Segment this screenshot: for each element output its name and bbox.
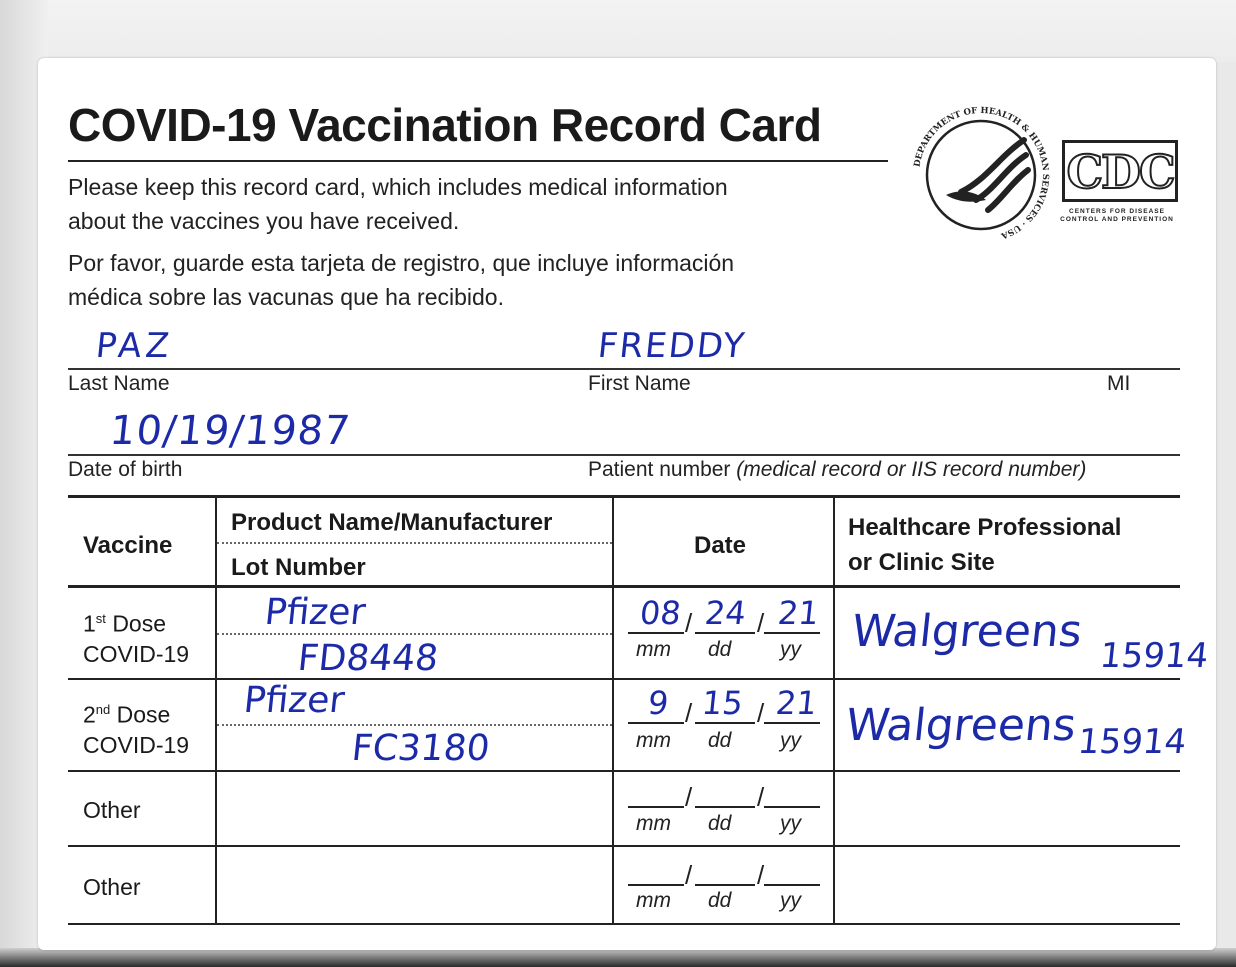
row1-date-yy: 21: [776, 594, 821, 632]
row1-dotted-line: [217, 633, 612, 635]
header-vaccine: Vaccine: [83, 532, 173, 559]
row3-mm-label: mm: [636, 812, 671, 835]
row2-date-yy: 21: [774, 684, 819, 722]
row2-dotted-line: [217, 724, 612, 726]
header-site-line-1: Healthcare Professional: [848, 514, 1122, 541]
cdc-subtitle-line-2: CONTROL AND PREVENTION: [1060, 216, 1174, 223]
header-product: Product Name/Manufacturer: [231, 509, 553, 536]
cdc-subtitle: [1054, 208, 1180, 224]
table-bottom-border: [68, 923, 1180, 925]
row1-site-number: 15914: [1097, 636, 1211, 676]
row-divider-3: [68, 845, 1180, 847]
patient-number-hint: (medical record or IIS record number): [736, 458, 1087, 481]
dob-line: [68, 454, 1180, 456]
header-lot: Lot Number: [231, 554, 366, 581]
row2-dose-label: 2nd Dose: [83, 701, 171, 728]
row4-dd-label: dd: [708, 889, 732, 912]
table-top-border: [68, 495, 1180, 498]
row1-vaccine-name: COVID-19: [83, 641, 190, 667]
intro-spanish-line-1: Por favor, guarde esta tarjeta de registro, que incluye información: [68, 250, 735, 276]
cdc-logo: [1062, 140, 1178, 202]
intro-english-line-1: Please keep this record card, which includes medical information: [68, 174, 728, 200]
row1-site: Walgreens: [849, 606, 1085, 657]
row2-slash-1: /: [685, 698, 693, 728]
column-divider-2: [612, 497, 614, 925]
row3-yy-label: yy: [780, 812, 801, 835]
intro-spanish-line-2: médica sobre las vacunas que ha recibido.: [68, 284, 504, 310]
row4-vaccine-name: Other: [83, 874, 141, 900]
row3-slash-2: /: [757, 782, 765, 812]
row1-mm-line: [628, 632, 684, 634]
row2-slash-2: /: [757, 698, 765, 728]
header-date: Date: [694, 532, 747, 559]
row2-mm-line: [628, 722, 684, 724]
row1-dose-label: 1st Dose: [83, 610, 167, 637]
row-divider-1: [68, 678, 1180, 680]
name-line: [68, 368, 1180, 370]
first-name-label: First Name: [588, 372, 691, 395]
row1-date-dd: 24: [703, 594, 748, 632]
row4-slash-2: /: [757, 860, 765, 890]
row2-date-mm: 9: [646, 684, 671, 722]
row1-date-mm: 08: [638, 594, 683, 632]
row4-yy-label: yy: [780, 889, 801, 912]
row1-yy-line: [764, 632, 820, 634]
first-name-value: FREDDY: [595, 326, 749, 366]
row3-vaccine-name: Other: [83, 797, 141, 823]
row2-dd-label: dd: [708, 729, 732, 752]
last-name-value: PAZ: [93, 326, 175, 366]
row4-mm-line: [628, 884, 684, 886]
row3-dd-label: dd: [708, 812, 732, 835]
row2-mm-label: mm: [636, 729, 671, 752]
row2-site-number: 15914: [1075, 722, 1189, 762]
row-divider-2: [68, 770, 1180, 772]
patient-number-label: Patient number (medical record or IIS record number): [588, 458, 1087, 481]
row1-mm-label: mm: [636, 638, 671, 661]
row2-site: Walgreens: [843, 700, 1079, 751]
mi-label: MI: [1107, 372, 1131, 395]
table-header-border: [68, 585, 1180, 588]
row2-yy-label: yy: [780, 729, 801, 752]
cdc-subtitle-line-1: CENTERS FOR DISEASE: [1069, 208, 1165, 215]
header-dotted-line: [217, 542, 612, 544]
row3-dd-line: [695, 806, 755, 808]
row3-slash-1: /: [685, 782, 693, 812]
row3-yy-line: [764, 806, 820, 808]
row1-dd-line: [695, 632, 755, 634]
row2-product: Pfizer: [241, 680, 347, 721]
row4-slash-1: /: [685, 860, 693, 890]
row1-product: Pfizer: [262, 592, 368, 633]
column-divider-1: [215, 497, 217, 925]
row4-mm-label: mm: [636, 889, 671, 912]
column-divider-3: [833, 497, 835, 925]
row4-dd-line: [695, 884, 755, 886]
row2-yy-line: [764, 722, 820, 724]
last-name-label: Last Name: [68, 372, 170, 395]
row1-lot: FD8448: [295, 638, 441, 679]
row4-yy-line: [764, 884, 820, 886]
dob-value: 10/19/1987: [107, 408, 353, 454]
card-title: COVID-19 Vaccination Record Card: [68, 99, 822, 151]
row1-yy-label: yy: [780, 638, 801, 661]
row2-date-dd: 15: [700, 684, 745, 722]
hhs-seal-text: DEPARTMENT OF HEALTH & HUMAN SERVICES · USA: [912, 105, 1051, 241]
dob-label: Date of birth: [68, 458, 183, 481]
title-rule: [68, 160, 888, 162]
row1-slash-2: /: [757, 608, 765, 638]
cdc-logo-text: CDC: [1066, 145, 1174, 199]
intro-english-line-2: about the vaccines you have received.: [68, 208, 460, 234]
row1-slash-1: /: [685, 608, 693, 638]
row2-lot: FC3180: [349, 728, 492, 769]
row1-dd-label: dd: [708, 638, 732, 661]
row2-dd-line: [695, 722, 755, 724]
row3-mm-line: [628, 806, 684, 808]
scan-background-bottom: [0, 948, 1236, 967]
header-site-line-2: or Clinic Site: [848, 549, 995, 576]
row2-vaccine-name: COVID-19: [83, 732, 190, 758]
hhs-seal-icon: [906, 100, 1056, 250]
scan-background-top: [0, 0, 1236, 62]
